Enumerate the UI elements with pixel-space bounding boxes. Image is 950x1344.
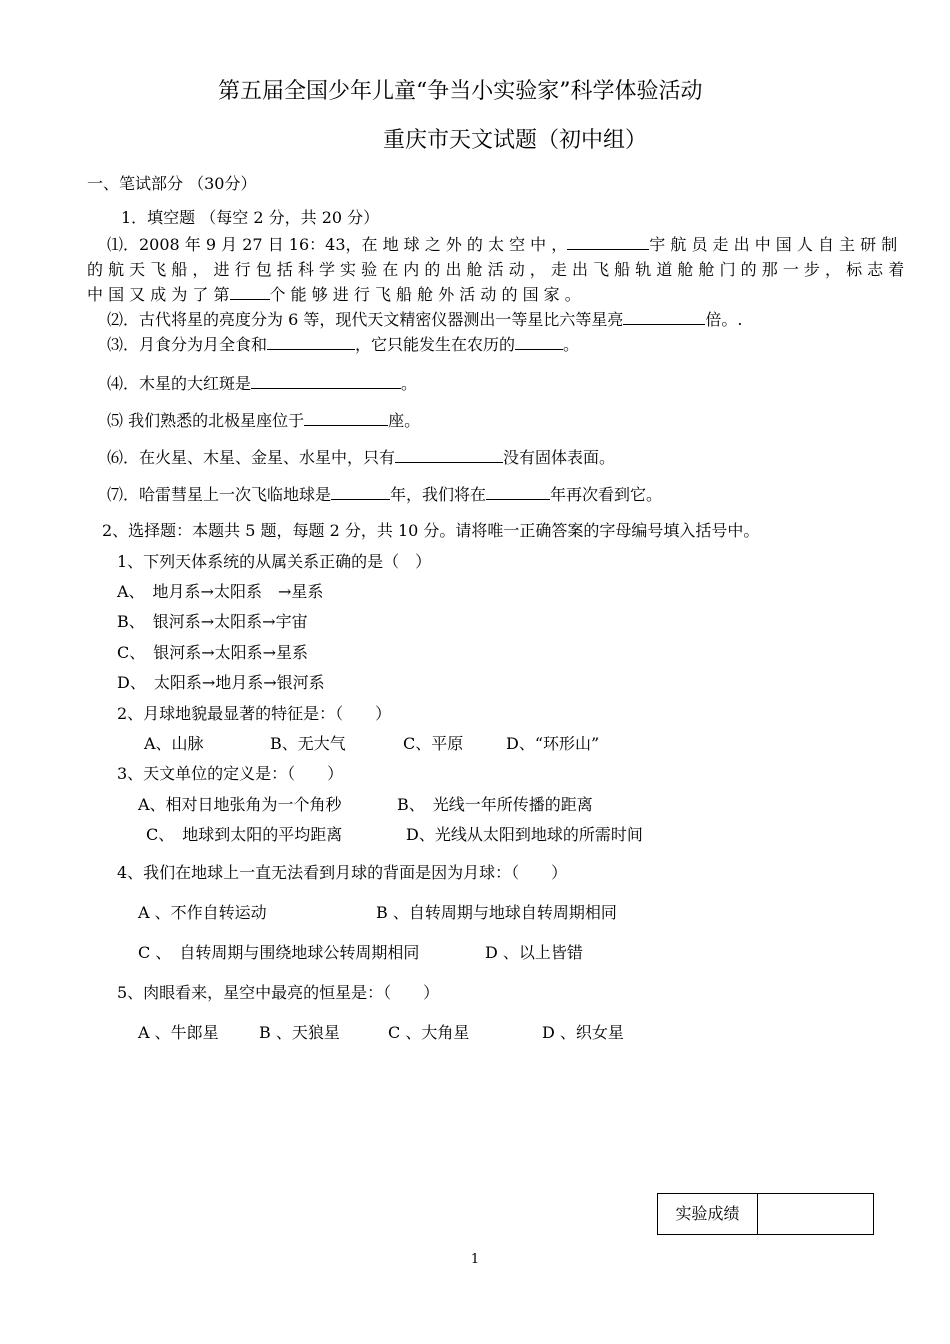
document-subtitle: 重庆市天文试题（初中组） (383, 128, 648, 153)
choice-1-option-d[interactable]: D、 太阳系→地月系→银河系 (117, 673, 325, 692)
answer-blank[interactable] (395, 448, 503, 463)
answer-blank[interactable] (331, 485, 390, 500)
score-field[interactable] (758, 1194, 873, 1234)
score-label: 实验成绩 (658, 1194, 758, 1234)
choice-3-option-d[interactable]: D、光线从太阳到地球的所需时间 (406, 825, 643, 844)
score-table (657, 1193, 874, 1235)
choice-1-option-b[interactable]: B、 银河系→太阳系→宇宙 (117, 612, 308, 631)
choice-5-option-c[interactable]: C 、大角星 (388, 1023, 470, 1042)
question-2: ⑵．古代将星的亮度分为 6 等，现代天文精密仪器测出一等星比六等星亮 倍。. (107, 310, 743, 329)
page-number: 1 (470, 1252, 480, 1267)
answer-blank[interactable] (267, 335, 355, 350)
question-1-line-2: 的 航 天 飞 船 ， 进 行 包 括 科 学 实 验 在 内 的 出 舱 活 动 ， 走 出 飞 船 轨 道 舱 舱 门 的 那 一 步 ， 标 志 着 (87, 260, 905, 279)
choice-1-option-a[interactable]: A、 地月系→太阳系 →星系 (117, 582, 324, 601)
choice-4-option-b[interactable]: B 、自转周期与地球自转周期相同 (376, 903, 617, 922)
choice-question-5: 5、肉眼看来，星空中最亮的恒星是：（ ） (117, 983, 440, 1002)
question-6: ⑹．在火星、木星、金星、水星中，只有 没有固体表面。 (107, 448, 616, 467)
question-4: ⑷．木星的大红斑是 。 (107, 374, 418, 393)
document-title: 第五届全国少年儿童“争当小实验家”科学体验活动 (218, 79, 703, 104)
question-7: ⑺．哈雷彗星上一次飞临地球是 年，我们将在 年再次看到它。 (107, 485, 663, 504)
answer-blank[interactable] (623, 310, 705, 325)
choice-5-option-b[interactable]: B 、天狼星 (259, 1023, 340, 1042)
choice-question-4: 4、我们在地球上一直无法看到月球的背面是因为月球：（ ） (117, 863, 568, 882)
choice-4-option-c[interactable]: C 、 自转周期与围绕地球公转周期相同 (138, 943, 420, 962)
question-1-line-3: 中 国 又 成 为 了 第 个 能 够 进 行 飞 船 舱 外 活 动 的 国 家 。 (87, 285, 581, 304)
choice-5-option-d[interactable]: D 、织女星 (542, 1023, 624, 1042)
choice-4-option-a[interactable]: A 、不作自转运动 (138, 903, 267, 922)
choice-question-2: 2、月球地貌最显著的特征是：（ ） (117, 704, 392, 723)
choice-question-1: 1、下列天体系统的从属关系正确的是（ ） (117, 552, 432, 571)
question-5: ⑸ 我们熟悉的北极星座位于 座。 (107, 411, 421, 430)
choice-2-option-a[interactable]: A、山脉 (144, 734, 204, 753)
choice-2-option-b[interactable]: B、无大气 (270, 734, 346, 753)
part2-heading: 2、选择题：本题共 5 题，每题 2 分，共 10 分。请将唯一正确答案的字母编号填入括号中。 (102, 521, 760, 540)
choice-1-option-c[interactable]: C、 银河系→太阳系→星系 (117, 643, 309, 662)
answer-blank[interactable] (486, 485, 550, 500)
answer-blank[interactable] (567, 235, 649, 250)
answer-blank[interactable] (515, 335, 563, 350)
choice-3-option-a[interactable]: A、相对日地张角为一个角秒 (138, 795, 342, 814)
choice-3-option-b[interactable]: B、 光线一年所传播的距离 (397, 795, 593, 814)
choice-question-3: 3、天文单位的定义是：（ ） (117, 764, 344, 783)
choice-4-option-d[interactable]: D 、以上皆错 (485, 943, 583, 962)
part1-heading: 1．填空题 （每空 2 分，共 20 分） (121, 208, 380, 227)
question-3: ⑶．月食分为月全食和 ，它只能发生在农历的 。 (107, 335, 580, 354)
choice-3-option-c[interactable]: C、 地球到太阳的平均距离 (146, 825, 343, 844)
choice-2-option-c[interactable]: C、平原 (403, 734, 464, 753)
choice-2-option-d[interactable]: D、“环形山” (506, 734, 600, 753)
question-1-line-1: ⑴．2008 年 9 月 27 日 16：43，在 地 球 之 外 的 太 空 中 ， 宇 航 员 走 出 中 国 人 自 主 研 制 (107, 235, 898, 254)
answer-blank[interactable] (251, 374, 401, 389)
choice-5-option-a[interactable]: A 、牛郎星 (138, 1023, 219, 1042)
section-heading: 一、笔试部分 （30分） (87, 174, 257, 193)
answer-blank[interactable] (230, 285, 270, 300)
answer-blank[interactable] (304, 411, 388, 426)
